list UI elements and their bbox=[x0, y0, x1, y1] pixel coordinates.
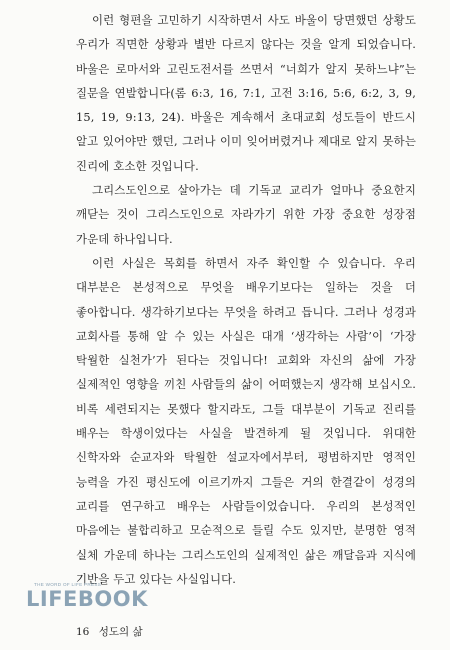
paragraph-1: 이런 형편을 고민하기 시작하면서 사도 바울이 당면했던 상황도 우리가 직면한 상황과 별반 다르지 않다는 것을 알게 되었습니다. 바울은 로마서와 고린도전서를 쓰면서 “너희가 알지 못하느냐”는 질문을 연발합니다(롬 6:3, 16, 7:1, 고전 3:16, 5:6, 6:2, 3, 9, 15, 19, 9:13, 24). 바울은 계속해서 초대교회 성도들이 반드시 알고 있어야만 했던, 그러나 이미 잊어버렸거나 제대로 알지 못하는 진리에 호소한 것입니다. bbox=[76, 13, 416, 173]
paragraph-3: 이런 사실은 목회를 하면서 자주 확인할 수 있습니다. 우리 대부분은 본성적으로 무엇을 배우기보다는 일하는 것을 더 좋아합니다. 생각하기보다는 무엇을 하려고 듭니다. 그러나 성경과 교회사를 통해 알 수 있는 사실은 대개 ‘생각하는 사람’이 ‘가장 탁월한 실천가’가 된다는 것입니다! 교회와 자신의 삶에 가장 실제적인 영향을 끼친 사람들의 삶이 어떠했는지 생각해 보십시오. 비록 세련되지는 못했다 할지라도, 그들 대부분이 기독교 진리를 배우는 학생이었다는 사실을 발견하게 될 것입니다. 위대한 신학자와 순교자와 탁월한 설교자에서부터, 평범하지만 영적인 능력을 가진 평신도에 이르기까지 그들은 거의 한결같이 성경의 교리를 연구하고 배우는 사람들이었습니다. 우리의 본성적인 마음에는 불합리하고 모순적으로 들릴 수도 있지만, 분명한 영적 실체 가운데 하나는 그리스도인의 실제적인 삶은 깨달음과 지식에 기반을 두고 있다는 사실입니다. bbox=[76, 255, 416, 586]
logo-tagline: THE WORD OF LIFE PRESS bbox=[34, 582, 102, 587]
page-number: 16 bbox=[76, 626, 90, 638]
running-title: 성도의 삶 bbox=[98, 626, 143, 638]
paragraph-2: 그리스도인으로 살아가는 데 기독교 교리가 얼마나 중요한지 깨닫는 것이 그리스도인으로 자라가기 위한 가장 중요한 성장점 가운데 하나입니다. bbox=[76, 183, 416, 246]
publisher-logo bbox=[26, 582, 148, 614]
logo-wordmark: LIFEBOOK bbox=[26, 587, 148, 611]
body-text bbox=[76, 8, 416, 591]
page-footer bbox=[76, 624, 143, 639]
